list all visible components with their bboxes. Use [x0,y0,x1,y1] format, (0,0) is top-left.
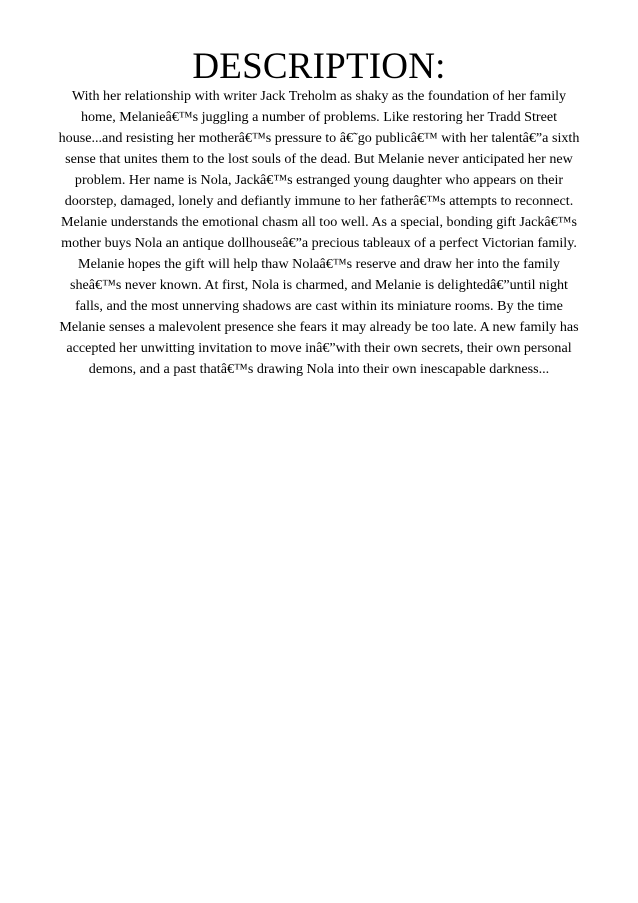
text-line: falls, and the most unnerving shadows are cast within its miniature rooms. By the time [75,298,563,314]
description-paragraph [34,86,604,380]
text-line: sense that unites them to the lost souls of the dead. But Melanie never anticipated her new [65,151,573,167]
text-line: problem. Her name is Nola, Jackâ€™s estranged young daughter who appears on their [74,172,564,188]
page-title: DESCRIPTION: [192,46,446,87]
text-line: house...and resisting her motherâ€™s pressure to â€˜go publicâ€™ with her talentâ€”a sixth [58,130,580,146]
text-line: doorstep, damaged, lonely and defiantly immune to her fatherâ€™s attempts to reconnect. [64,193,574,209]
text-line: home, Melanieâ€™s juggling a number of problems. Like restoring her Tradd Street [80,109,558,125]
text-line: sheâ€™s never known. At first, Nola is charmed, and Melanie is delightedâ€”until night [70,277,568,293]
text-line: Melanie senses a malevolent presence she fears it may already be too late. A new family has [59,319,579,335]
text-line: mother buys Nola an antique dollhouseâ€”a precious tableaux of a perfect Victorian family. [61,235,577,251]
text-line: Melanie understands the emotional chasm all too well. As a special, bonding gift Jackâ€™s [61,214,577,230]
text-line: With her relationship with writer Jack Treholm as shaky as the foundation of her family [71,88,567,104]
text-line: demons, and a past thatâ€™s drawing Nola into their own inescapable darkness... [88,361,550,377]
text-line: accepted her unwitting invitation to move inâ€”with their own secrets, their own personal [66,340,572,356]
text-line: Melanie hopes the gift will help thaw Nolaâ€™s reserve and draw her into the family [78,256,560,272]
